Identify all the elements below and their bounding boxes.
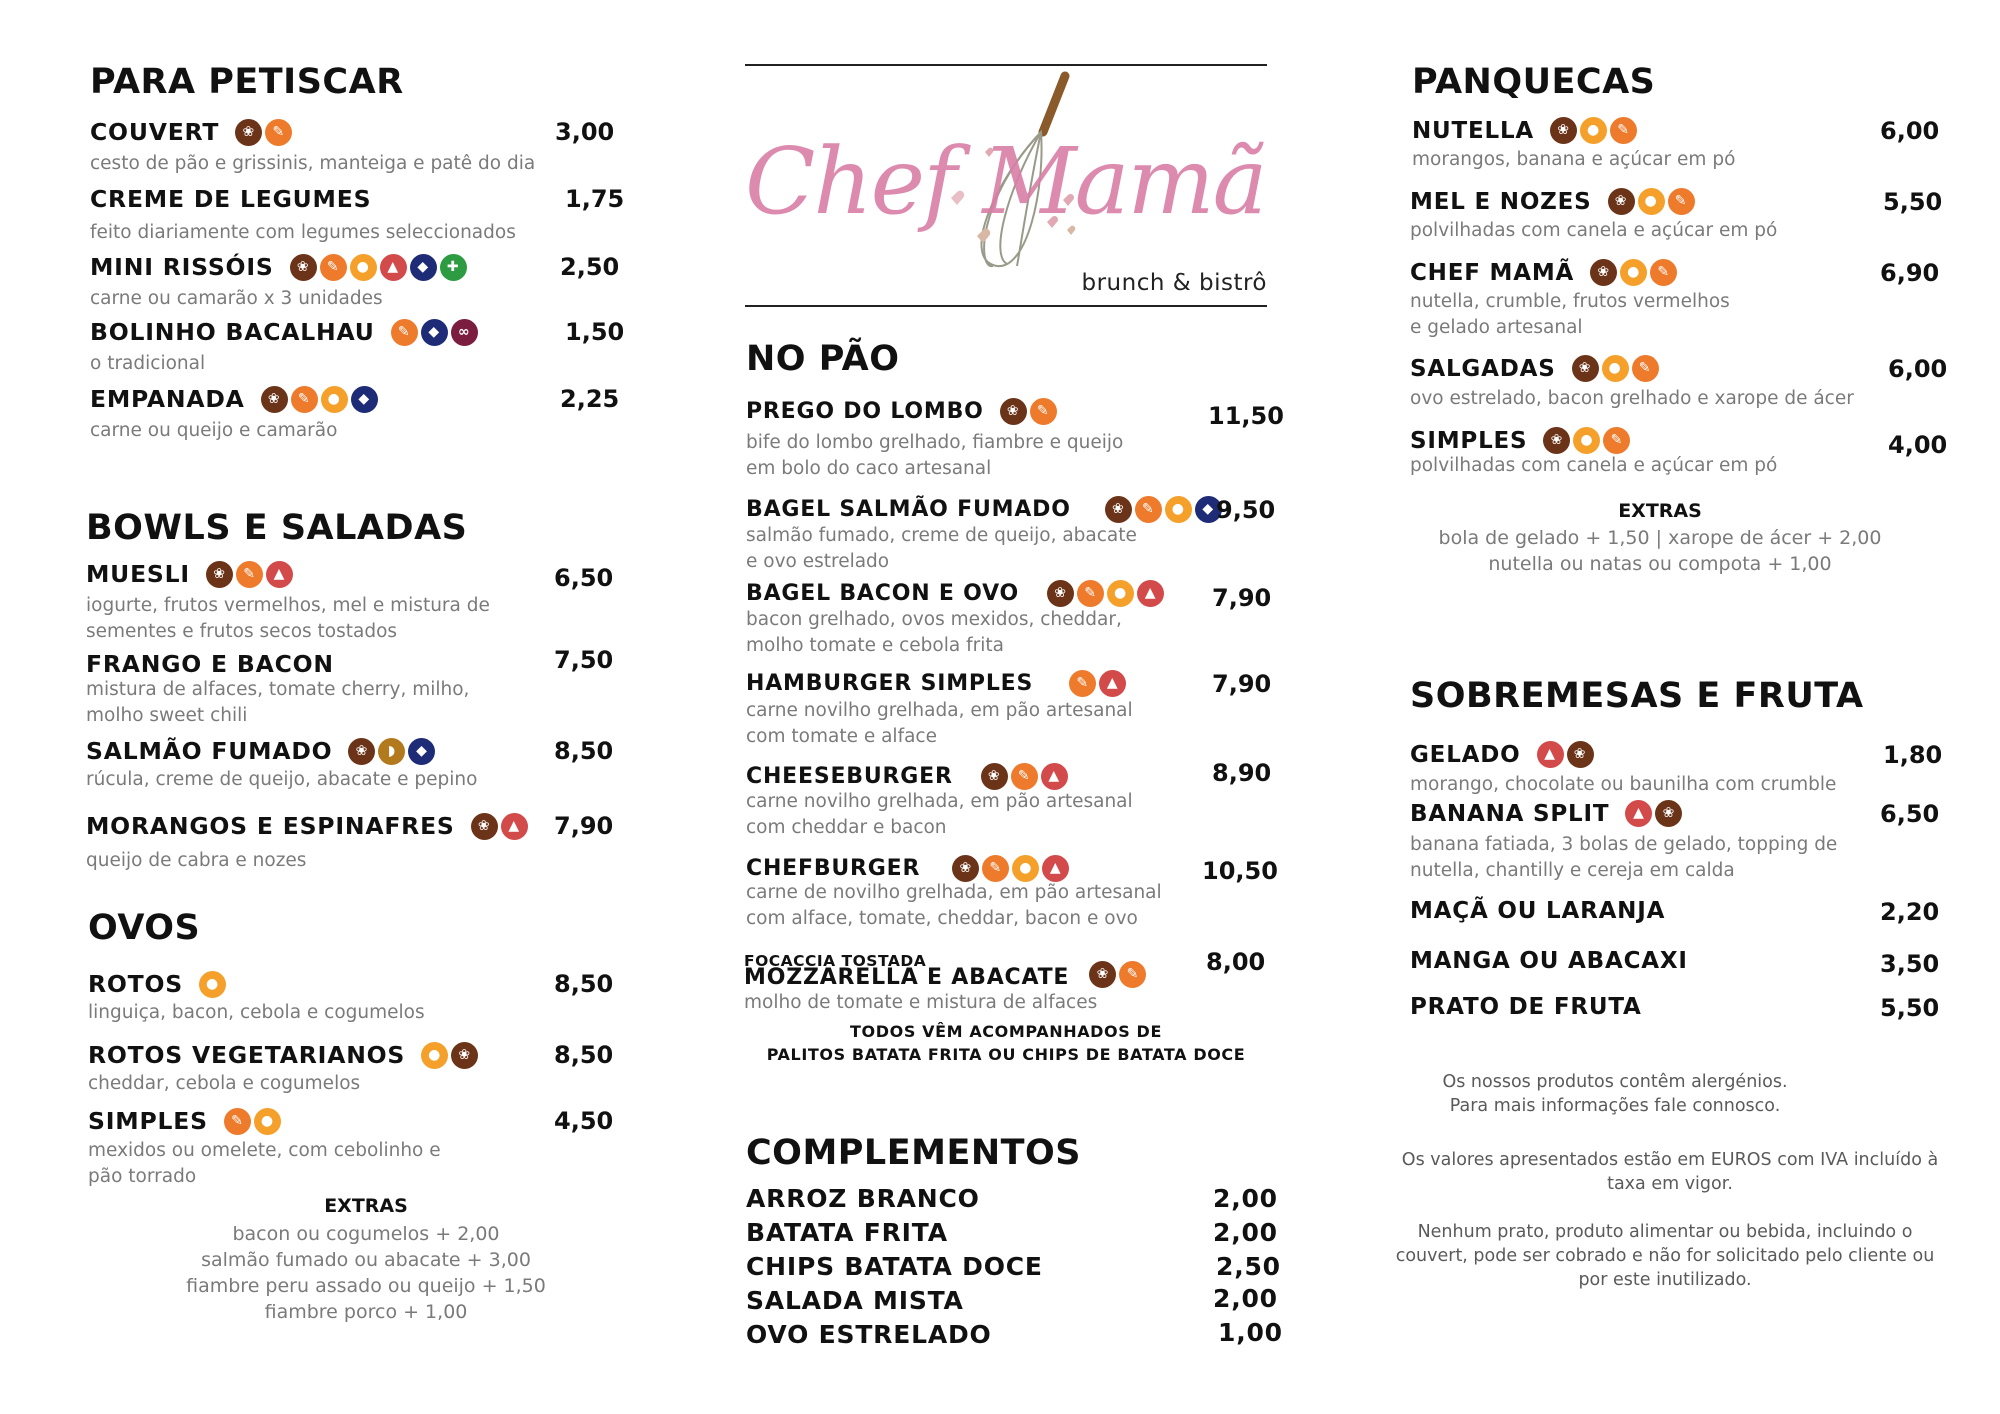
sides-note-line2: PALITOS BATATA FRITA OU CHIPS DE BATATA DOCE xyxy=(766,1045,1246,1064)
section-title-complementos: COMPLEMENTOS xyxy=(746,1133,1081,1173)
item-name: CHEF MAMÃ xyxy=(1410,259,1575,286)
egg-allergen-icon: ● xyxy=(199,971,226,998)
gluten-allergen-icon: ✎ xyxy=(1030,398,1057,425)
dairy-allergen-icon: ▲ xyxy=(1041,763,1068,790)
allergen-icons xyxy=(261,386,378,413)
dairy-allergen-icon: ▲ xyxy=(1537,741,1564,768)
gluten-allergen-icon: ✎ xyxy=(1077,580,1104,607)
gluten-allergen-icon: ✎ xyxy=(391,319,418,346)
menu-item xyxy=(88,1107,618,1187)
allergen-icons xyxy=(1537,741,1594,768)
item-description: bife do lombo grelhado, fiambre e queijo xyxy=(746,432,1124,453)
allergen-icons xyxy=(1608,188,1695,215)
item-price: 2,50 xyxy=(560,253,620,281)
extras-line: bola de gelado + 1,50 | xarope de ácer + 2,00 xyxy=(1438,527,1882,549)
item-price: 9,50 xyxy=(1216,496,1276,524)
allergen-icons xyxy=(1543,427,1630,454)
gluten-allergen-icon: ✎ xyxy=(265,119,292,146)
gluten-allergen-icon: ✎ xyxy=(1069,670,1096,697)
item-description: molho de tomate e mistura de alfaces xyxy=(744,992,1098,1013)
item-description: iogurte, frutos vermelhos, mel e mistura de xyxy=(86,595,490,616)
allergen-icons xyxy=(290,254,467,281)
egg-allergen-icon: ● xyxy=(321,386,348,413)
item-name: BOLINHO BACALHAU xyxy=(90,318,375,346)
nut-allergen-icon: ❀ xyxy=(1000,398,1027,425)
item-description: carne ou queijo e camarão xyxy=(90,420,338,441)
section-title-pao: NO PÃO xyxy=(746,339,900,379)
egg-allergen-icon: ● xyxy=(1602,355,1629,382)
gluten-allergen-icon: ✎ xyxy=(320,254,347,281)
egg-allergen-icon: ● xyxy=(254,1108,281,1135)
item-description: e ovo estrelado xyxy=(746,551,890,572)
allergen-icons xyxy=(391,319,478,346)
side-item-price: 2,00 xyxy=(1213,1184,1278,1213)
item-price: 6,50 xyxy=(554,564,614,592)
menu-item xyxy=(90,185,625,245)
item-description: linguiça, bacon, cebola e cogumelos xyxy=(88,1002,425,1023)
item-price: 3,00 xyxy=(555,118,615,146)
menu-item xyxy=(1410,994,1940,1054)
item-price: 10,50 xyxy=(1202,857,1278,885)
item-description: cheddar, cebola e cogumelos xyxy=(88,1073,361,1094)
item-name: NUTELLA xyxy=(1412,117,1535,144)
egg-allergen-icon: ● xyxy=(1580,117,1607,144)
menu-item xyxy=(1410,427,1948,487)
item-name: PREGO DO LOMBO xyxy=(746,399,984,424)
item-price: 1,75 xyxy=(565,185,625,213)
item-price: 1,80 xyxy=(1883,741,1943,769)
egg-allergen-icon: ● xyxy=(1107,580,1134,607)
item-description: carne ou camarão x 3 unidades xyxy=(90,288,383,309)
item-price: 6,00 xyxy=(1888,355,1948,383)
nut-allergen-icon: ❀ xyxy=(348,738,375,765)
side-item-name: ARROZ BRANCO xyxy=(746,1184,980,1213)
item-description: polvilhadas com canela e açúcar em pó xyxy=(1410,455,1778,476)
menu-item xyxy=(1412,117,1942,177)
item-description: com alface, tomate, cheddar, bacon e ovo xyxy=(746,908,1138,929)
menu-item xyxy=(86,646,616,726)
nut-allergen-icon: ❀ xyxy=(235,119,262,146)
logo xyxy=(745,70,1267,305)
allergen-icons xyxy=(1069,670,1126,697)
item-description: molho tomate e cebola frita xyxy=(746,635,1004,656)
menu-item xyxy=(1410,800,1940,881)
allergen-icons xyxy=(348,738,435,765)
celery-allergen-icon: ✚ xyxy=(440,254,467,281)
section-title-bowls: BOWLS E SALADAS xyxy=(86,508,468,548)
item-description: o tradicional xyxy=(90,353,206,374)
nut-allergen-icon: ❀ xyxy=(1089,961,1116,988)
menu-item xyxy=(746,759,1276,838)
nut-allergen-icon: ❀ xyxy=(1550,117,1577,144)
item-price: 8,50 xyxy=(554,737,614,765)
allergen-icons xyxy=(1550,117,1637,144)
egg-allergen-icon: ● xyxy=(1012,855,1039,882)
item-name: BAGEL SALMÃO FUMADO xyxy=(746,497,1071,522)
section-title-petiscar: PARA PETISCAR xyxy=(90,62,404,102)
allergen-icons xyxy=(199,971,226,998)
item-name: MUESLI xyxy=(86,560,190,588)
item-description: rúcula, creme de queijo, abacate e pepino xyxy=(86,769,478,790)
item-price: 8,50 xyxy=(554,970,614,998)
logo-script-text: Chef Mamã xyxy=(745,128,1266,235)
fish-allergen-icon: ◆ xyxy=(351,386,378,413)
menu-item xyxy=(1410,259,1940,338)
item-description: mexidos ou omelete, com cebolinho e xyxy=(88,1140,441,1161)
menu-item xyxy=(746,580,1276,656)
egg-allergen-icon: ● xyxy=(1620,259,1647,286)
menu-item xyxy=(90,118,615,178)
extras-title: EXTRAS xyxy=(324,1195,408,1217)
item-name: BAGEL BACON E OVO xyxy=(746,581,1020,606)
item-price: 5,50 xyxy=(1883,188,1943,216)
side-item-price: 2,00 xyxy=(1213,1284,1278,1313)
gluten-allergen-icon: ✎ xyxy=(224,1108,251,1135)
item-description: polvilhadas com canela e açúcar em pó xyxy=(1410,220,1778,241)
gluten-allergen-icon: ✎ xyxy=(1610,117,1637,144)
gluten-allergen-icon: ✎ xyxy=(1632,355,1659,382)
extras-line: fiambre peru assado ou queijo + 1,50 xyxy=(186,1275,546,1297)
menu-item xyxy=(86,737,616,797)
item-description: carne novilho grelhada, em pão artesanal xyxy=(746,700,1133,721)
menu-item xyxy=(86,812,616,872)
item-price: 7,90 xyxy=(1212,670,1272,698)
charge-note: Nenhum prato, produto alimentar ou bebida, incluindo o couvert, pode ser cobrado e não for solicitado pelo cliente ou por este inutilizado. xyxy=(1395,1222,1935,1290)
item-name-line2: MOZZARELLA E ABACATE xyxy=(744,965,1070,990)
item-description: carne novilho grelhada, em pão artesanal xyxy=(746,791,1133,812)
item-price: 6,50 xyxy=(1880,800,1940,828)
item-description: salmão fumado, creme de queijo, abacate xyxy=(746,525,1137,546)
nut-allergen-icon: ❀ xyxy=(952,855,979,882)
dairy-allergen-icon: ▲ xyxy=(501,813,528,840)
menu-item xyxy=(1410,741,1943,801)
item-description: mistura de alfaces, tomate cherry, milho, xyxy=(86,679,470,700)
dairy-allergen-icon: ▲ xyxy=(1625,800,1652,827)
item-description: bacon grelhado, ovos mexidos, cheddar, xyxy=(746,609,1122,630)
item-description: ovo estrelado, bacon grelhado e xarope de ácer xyxy=(1410,388,1854,409)
item-description: com tomate e alface xyxy=(746,726,937,747)
item-name: SALMÃO FUMADO xyxy=(86,737,333,765)
item-price: 3,50 xyxy=(1880,950,1940,978)
side-item-name: CHIPS BATATA DOCE xyxy=(746,1252,1043,1281)
allergen-icons xyxy=(1000,398,1057,425)
allergen-note: Os nossos produtos contêm alergénios. Para mais informações fale connosco. xyxy=(1442,1072,1788,1116)
logo-bottom-rule xyxy=(745,305,1267,307)
item-name: MEL E NOZES xyxy=(1410,188,1592,215)
item-price: 7,90 xyxy=(554,812,614,840)
item-price: 1,50 xyxy=(565,318,625,346)
menu-item xyxy=(86,560,616,642)
menu-item-focaccia xyxy=(744,948,1274,1013)
allergen-icons xyxy=(1590,259,1677,286)
nut-allergen-icon: ❀ xyxy=(290,254,317,281)
dairy-allergen-icon: ▲ xyxy=(380,254,407,281)
fish-allergen-icon: ◆ xyxy=(408,738,435,765)
nut-allergen-icon: ❀ xyxy=(1047,580,1074,607)
nut-allergen-icon: ❀ xyxy=(1655,800,1682,827)
side-item-name: SALADA MISTA xyxy=(746,1286,964,1315)
nut-allergen-icon: ❀ xyxy=(1105,496,1132,523)
gluten-allergen-icon: ✎ xyxy=(982,855,1009,882)
item-description: pão torrado xyxy=(88,1166,197,1187)
egg-allergen-icon: ● xyxy=(421,1042,448,1069)
side-item-price: 2,00 xyxy=(1213,1218,1278,1247)
menu-item xyxy=(746,398,1284,479)
logo-top-rule xyxy=(745,64,1267,66)
egg-allergen-icon: ● xyxy=(1638,188,1665,215)
item-description: com cheddar e bacon xyxy=(746,817,947,838)
item-name: EMPANADA xyxy=(90,385,245,413)
item-name: MORANGOS E ESPINAFRES xyxy=(86,812,455,840)
allergen-icons xyxy=(206,561,293,588)
extras-line: nutella ou natas ou compota + 1,00 xyxy=(1488,553,1832,575)
menu-item xyxy=(746,855,1278,929)
menu-item xyxy=(1410,188,1943,248)
item-name: COUVERT xyxy=(90,118,220,146)
extras-line: salmão fumado ou abacate + 3,00 xyxy=(201,1249,531,1271)
item-description: banana fatiada, 3 bolas de gelado, topping de xyxy=(1410,834,1838,855)
side-item-name: BATATA FRITA xyxy=(746,1218,948,1247)
dairy-allergen-icon: ▲ xyxy=(1137,580,1164,607)
dairy-allergen-icon: ▲ xyxy=(1042,855,1069,882)
item-description: nutella, chantilly e cereja em calda xyxy=(1410,860,1735,881)
section-title-ovos: OVOS xyxy=(88,908,201,948)
item-price: 7,90 xyxy=(1212,584,1272,612)
gluten-allergen-icon: ✎ xyxy=(291,386,318,413)
section-title-sobremesas: SOBREMESAS E FRUTA xyxy=(1410,676,1864,716)
item-price: 8,50 xyxy=(554,1041,614,1069)
allergen-icons xyxy=(235,119,292,146)
nut-allergen-icon: ❀ xyxy=(981,763,1008,790)
item-price: 4,00 xyxy=(1888,431,1948,459)
menu-item xyxy=(90,253,620,313)
sides-note-line1: TODOS VÊM ACOMPANHADOS DE xyxy=(850,1022,1162,1041)
item-name: ROTOS xyxy=(88,970,184,998)
item-name: ROTOS VEGETARIANOS xyxy=(88,1041,406,1069)
item-price: 6,90 xyxy=(1880,259,1940,287)
extras-line: fiambre porco + 1,00 xyxy=(264,1301,468,1323)
nut-allergen-icon: ❀ xyxy=(1543,427,1570,454)
extras-title: EXTRAS xyxy=(1618,500,1702,522)
item-name: FRANGO E BACON xyxy=(86,650,334,678)
item-description: carne de novilho grelhada, em pão artesanal xyxy=(746,882,1162,903)
allergen-icons xyxy=(1047,580,1164,607)
nut-allergen-icon: ❀ xyxy=(1608,188,1635,215)
side-item-name: OVO ESTRELADO xyxy=(746,1320,992,1349)
menu-item xyxy=(88,970,618,1030)
section-title-panquecas: PANQUECAS xyxy=(1412,62,1656,102)
item-description: morango, chocolate ou baunilha com crumble xyxy=(1410,774,1837,795)
item-name: CHEESEBURGER xyxy=(746,764,953,789)
menu-item xyxy=(88,1041,618,1101)
item-name: SIMPLES xyxy=(88,1107,208,1135)
item-name: SIMPLES xyxy=(1410,427,1528,454)
allergen-icons xyxy=(1105,496,1222,523)
item-price: 2,20 xyxy=(1880,898,1940,926)
nut-allergen-icon: ❀ xyxy=(261,386,288,413)
egg-allergen-icon: ● xyxy=(1165,496,1192,523)
item-description: sementes e frutos secos tostados xyxy=(86,621,398,642)
gluten-allergen-icon: ✎ xyxy=(1011,763,1038,790)
item-description: queijo de cabra e nozes xyxy=(86,850,307,871)
gluten-allergen-icon: ✎ xyxy=(1603,427,1630,454)
allergen-icons xyxy=(224,1108,281,1135)
vat-note: Os valores apresentados estão em EUROS com IVA incluído à taxa em vigor. xyxy=(1401,1150,1939,1194)
item-price: 4,50 xyxy=(554,1107,614,1135)
menu-item xyxy=(746,670,1276,747)
item-name-line1: FOCACCIA TOSTADA xyxy=(744,952,927,970)
nut-allergen-icon: ❀ xyxy=(451,1042,478,1069)
menu-item xyxy=(90,385,620,445)
gluten-allergen-icon: ✎ xyxy=(236,561,263,588)
side-item-price: 2,50 xyxy=(1216,1252,1281,1281)
item-name: MINI RISSÓIS xyxy=(90,253,274,281)
gluten-allergen-icon: ✎ xyxy=(1119,961,1146,988)
menu-item xyxy=(746,496,1276,572)
item-price: 11,50 xyxy=(1208,402,1284,430)
mollusc-allergen-icon: ∞ xyxy=(451,319,478,346)
item-name: PRATO DE FRUTA xyxy=(1410,994,1642,1020)
nut-allergen-icon: ❀ xyxy=(471,813,498,840)
gluten-allergen-icon: ✎ xyxy=(1668,188,1695,215)
item-description: molho sweet chili xyxy=(86,705,248,726)
allergen-icons xyxy=(1089,961,1146,988)
egg-allergen-icon: ● xyxy=(350,254,377,281)
item-price: 7,50 xyxy=(554,646,614,674)
side-item-price: 1,00 xyxy=(1218,1318,1283,1347)
menu-item xyxy=(1410,355,1948,415)
allergen-icons xyxy=(952,855,1069,882)
item-price: 2,25 xyxy=(560,385,620,413)
dairy-allergen-icon: ▲ xyxy=(266,561,293,588)
gluten-allergen-icon: ✎ xyxy=(1650,259,1677,286)
item-name: CHEFBURGER xyxy=(746,856,921,881)
nut-allergen-icon: ❀ xyxy=(1567,741,1594,768)
item-description: nutella, crumble, frutos vermelhos xyxy=(1410,291,1730,312)
nut-allergen-icon: ❀ xyxy=(1590,259,1617,286)
logo-tagline: brunch & bistrô xyxy=(1081,270,1267,296)
nut-allergen-icon: ❀ xyxy=(206,561,233,588)
item-description: e gelado artesanal xyxy=(1410,317,1583,338)
item-description: em bolo do caco artesanal xyxy=(746,458,992,479)
item-name: GELADO xyxy=(1410,741,1521,768)
item-name: SALGADAS xyxy=(1410,355,1556,382)
item-name: BANANA SPLIT xyxy=(1410,800,1610,827)
item-description: feito diariamente com legumes seleccionados xyxy=(90,222,516,243)
item-name: CREME DE LEGUMES xyxy=(90,185,372,213)
item-description: morangos, banana e açúcar em pó xyxy=(1412,149,1736,170)
allergen-icons xyxy=(981,763,1068,790)
sesame-allergen-icon: ◗ xyxy=(378,738,405,765)
item-name: MAÇÃ OU LARANJA xyxy=(1410,898,1666,924)
allergen-icons xyxy=(471,813,528,840)
allergen-icons xyxy=(1625,800,1682,827)
gluten-allergen-icon: ✎ xyxy=(1135,496,1162,523)
egg-allergen-icon: ● xyxy=(1573,427,1600,454)
dairy-allergen-icon: ▲ xyxy=(1099,670,1126,697)
item-price: 8,00 xyxy=(1206,948,1266,976)
item-price: 8,90 xyxy=(1212,759,1272,787)
item-description: cesto de pão e grissinis, manteiga e patê do dia xyxy=(90,153,536,174)
allergen-icons xyxy=(1572,355,1659,382)
fish-allergen-icon: ◆ xyxy=(1195,496,1222,523)
nut-allergen-icon: ❀ xyxy=(1572,355,1599,382)
extras-line: bacon ou cogumelos + 2,00 xyxy=(232,1223,500,1245)
item-price: 5,50 xyxy=(1880,994,1940,1022)
fish-allergen-icon: ◆ xyxy=(421,319,448,346)
fish-allergen-icon: ◆ xyxy=(410,254,437,281)
item-price: 6,00 xyxy=(1880,117,1940,145)
menu-item xyxy=(90,318,625,378)
allergen-icons xyxy=(421,1042,478,1069)
item-name: MANGA OU ABACAXI xyxy=(1410,948,1688,974)
item-name: HAMBURGER SIMPLES xyxy=(746,671,1034,696)
